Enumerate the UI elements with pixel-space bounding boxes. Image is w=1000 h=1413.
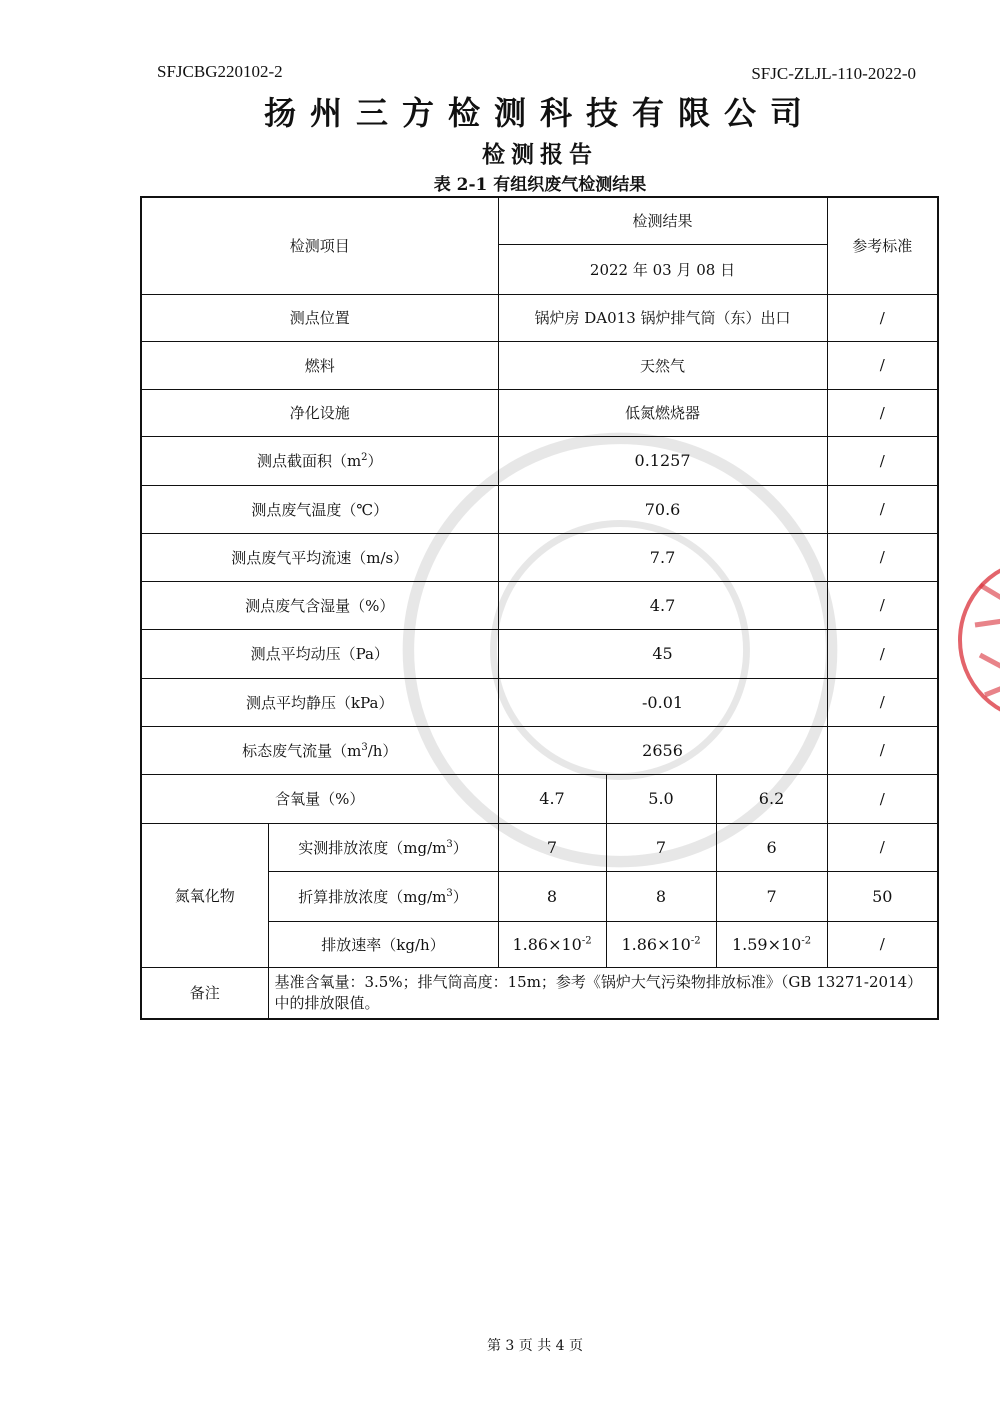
oxygen-value-2: 5.0 xyxy=(606,774,716,823)
row-label: 测点位置 xyxy=(141,294,498,341)
row-value: 低氮燃烧器 xyxy=(498,389,827,436)
row-standard: / xyxy=(827,726,938,774)
page-number: 第 3 页 共 4 页 xyxy=(486,1338,584,1354)
table-row xyxy=(141,726,938,774)
table-row xyxy=(141,485,938,533)
nox-rate-label: 排放速率（kg/h） xyxy=(268,921,498,967)
nox-measured-label: 实测排放浓度$(mg/m^3)$ xyxy=(268,823,498,871)
oxygen-row xyxy=(141,774,938,823)
report-title: 检测报告 xyxy=(482,141,598,168)
header-item-cell: 检测项目 xyxy=(141,197,498,294)
nox-rate-value-1: $1.86\times 10^{-2}$ xyxy=(498,921,606,967)
row-label: 净化设施 xyxy=(141,389,498,436)
row-value: 45 xyxy=(498,629,827,678)
oxygen-value-3: 6.2 xyxy=(716,774,827,823)
nox-rate-value-2: $1.86\times 10^{-2}$ xyxy=(606,921,716,967)
result-table xyxy=(140,196,939,1020)
nox-measured-row xyxy=(141,823,938,871)
nox-measured-standard: / xyxy=(827,823,938,871)
row-label: 测点截面积$(m^2)$ xyxy=(141,436,498,485)
document-code-left: SFJCBG220102-2 xyxy=(157,62,283,81)
table-row xyxy=(141,294,938,341)
table-row xyxy=(141,436,938,485)
remark-row xyxy=(141,967,938,1019)
row-value: 7.7 xyxy=(498,533,827,581)
company-name: 扬州三方检测科技有限公司 xyxy=(263,94,816,132)
row-standard: / xyxy=(827,436,938,485)
nox-converted-value-1: 8 xyxy=(498,871,606,921)
row-standard: / xyxy=(827,629,938,678)
table-row xyxy=(141,341,938,389)
nox-measured-value-2: 7 xyxy=(606,823,716,871)
nox-measured-value-3: 6 xyxy=(716,823,827,871)
nox-group-label: 氮氧化物 xyxy=(141,823,268,967)
nox-rate-standard: / xyxy=(827,921,938,967)
oxygen-label: 含氧量（%） xyxy=(141,774,498,823)
row-value: -0.01 xyxy=(498,678,827,726)
row-value: 锅炉房 DA013 锅炉排气筒（东）出口 xyxy=(498,294,827,341)
header-date-cell: 2022 年 03 月 08 日 xyxy=(498,244,827,294)
row-standard: / xyxy=(827,678,938,726)
nox-converted-value-3: 7 xyxy=(716,871,827,921)
row-label: 测点废气温度（℃） xyxy=(141,485,498,533)
red-seal-stamp-icon xyxy=(950,545,1000,735)
row-label: 测点废气平均流速（m/s） xyxy=(141,533,498,581)
remark-text: 基准含氧量：3.5%；排气筒高度：15m；参考《锅炉大气污染物排放标准》（GB 13271-2014）中的排放限值。 xyxy=(268,967,938,1019)
table-title: 表 2-1 有组织废气检测结果 xyxy=(433,175,647,195)
remark-label: 备注 xyxy=(141,967,268,1019)
row-label: 测点平均动压（Pa） xyxy=(141,629,498,678)
table-row xyxy=(141,533,938,581)
document-code-right: SFJC-ZLJL-110-2022-0 xyxy=(751,64,916,83)
row-standard: / xyxy=(827,341,938,389)
table-row xyxy=(141,629,938,678)
table-row xyxy=(141,678,938,726)
row-standard: / xyxy=(827,533,938,581)
row-label: 测点平均静压（kPa） xyxy=(141,678,498,726)
nox-rate-value-3: $1.59\times 10^{-2}$ xyxy=(716,921,827,967)
row-value: 70.6 xyxy=(498,485,827,533)
header-standard-cell: 参考标准 xyxy=(827,197,938,294)
row-label: 标态废气流量$(m^3/h)$ xyxy=(141,726,498,774)
row-standard: / xyxy=(827,294,938,341)
oxygen-standard: / xyxy=(827,774,938,823)
nox-converted-value-2: 8 xyxy=(606,871,716,921)
nox-measured-value-1: 7 xyxy=(498,823,606,871)
table-row xyxy=(141,389,938,436)
row-standard: / xyxy=(827,389,938,436)
table-row xyxy=(141,581,938,629)
row-value: 0.1257 xyxy=(498,436,827,485)
row-label: 测点废气含湿量（%） xyxy=(141,581,498,629)
nox-converted-standard: 50 xyxy=(827,871,938,921)
row-standard: / xyxy=(827,485,938,533)
table-header-row xyxy=(141,197,938,244)
row-label: 燃料 xyxy=(141,341,498,389)
row-value: 天然气 xyxy=(498,341,827,389)
row-standard: / xyxy=(827,581,938,629)
nox-converted-label: 折算排放浓度$(mg/m^3)$ xyxy=(268,871,498,921)
header-result-cell: 检测结果 xyxy=(498,197,827,244)
row-value: 2656 xyxy=(498,726,827,774)
row-value: 4.7 xyxy=(498,581,827,629)
oxygen-value-1: 4.7 xyxy=(498,774,606,823)
